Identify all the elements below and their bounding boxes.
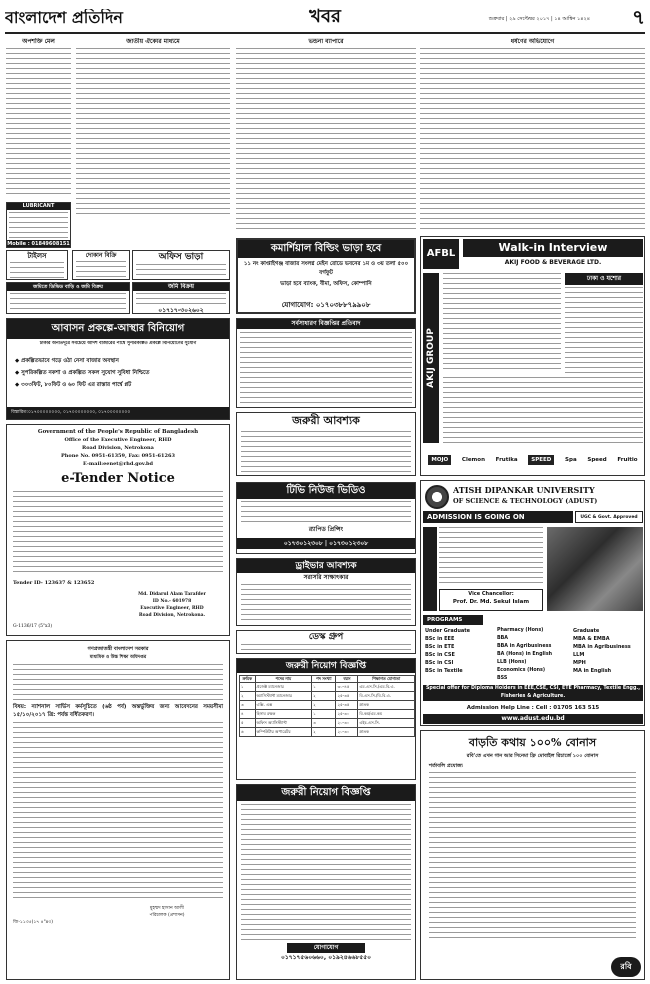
article-headline[interactable]: অপশক্তি মেল <box>22 38 55 45</box>
afbl-brands <box>423 447 643 473</box>
driver-subtitle: সরাসরি সাক্ষাৎকার <box>303 574 349 581</box>
public-notice[interactable] <box>236 318 416 408</box>
table-cell: ১ <box>312 710 336 719</box>
article-headline[interactable]: জাতীয় ঐক্যের মাধ্যমে <box>126 38 180 45</box>
driver-ad[interactable] <box>236 558 416 626</box>
adust-special-offer: Special offer for Diploma Holders in EEE,CSE, CSI, ETE Pharmacy, Textile Engg., Fisheries & Agriculture. <box>423 685 643 701</box>
paper-name[interactable]: বাংলাদেশ প্রতিদিন <box>5 9 123 27</box>
tv-news-title: টিভি নিউজ ভিডিও <box>237 483 415 499</box>
ad-land[interactable]: জমি বিক্রয় ০১৭১৭-৩০২৬০২ <box>132 282 230 314</box>
table-cell: এইচ.এস.সি. <box>358 719 415 728</box>
afbl-walk-in-ad[interactable] <box>420 236 645 476</box>
brand-logo: SPEED <box>528 455 554 466</box>
table-cell: কম্পিউটার অপারেটর <box>255 728 312 737</box>
article-body <box>6 48 71 198</box>
page-number: ৭ <box>631 6 645 28</box>
adust-name: ATISH DIPANKAR UNIVERSITY <box>453 485 595 495</box>
program-item: LLM <box>573 652 585 658</box>
column-1-article <box>6 38 71 200</box>
tender-body <box>13 491 223 575</box>
adust-undergrad: Under Graduate BSc in EEE BSc in ETE BSc in CSE BSc in CSI BSc in Textile <box>425 627 495 683</box>
table-cell: ২ <box>312 692 336 701</box>
housing-point: ◆ প্রকল্পিতভাবে গড়ে ওঠা নেসা বাজার অবস্থান <box>15 358 119 364</box>
table-cell: ৩ <box>240 701 256 710</box>
afbl-date-box: ঢাকা ও যশোর <box>565 273 643 285</box>
robi-title: বাড়তি কথায় ১০০% বোনাস <box>468 736 597 749</box>
job-table <box>239 675 415 737</box>
job-ad-2-contact: যোগাযোগ <box>287 943 365 953</box>
program-item: BSc in ETE <box>425 644 455 650</box>
afbl-group-label: AKIJ GROUP <box>423 273 439 443</box>
program-item: BSc in EEE <box>425 636 455 642</box>
table-cell: ৪ <box>240 710 256 719</box>
adust-vc: Vice Chancellor: Prof. Dr. Md. Sekul Islam <box>439 589 543 611</box>
table-header: বয়স <box>336 676 358 683</box>
table-header: পদ সংখ্যা <box>312 676 336 683</box>
desk-group-title: ডেস্ক গ্রুপ <box>308 632 344 642</box>
program-item: BSS <box>497 676 508 681</box>
jaruri-ad[interactable] <box>236 412 416 476</box>
masthead <box>5 6 645 32</box>
table-cell: স্নাতক <box>358 701 415 710</box>
program-item: BSc in Textile <box>425 668 463 674</box>
notice-subject: বিষয়: ন্যাশনাল সার্ভিস কর্মসূচিতে (৬ষ্ঠ পর্ব) অন্তর্ভুক্তির জন্য আবেদনের সময়সীমা ১৫/১০/২০১৭ খ্রি: পর্যন্ত বর্ধিতকরণ। <box>13 704 223 718</box>
table-cell: এম.এস.সি./এম.বি.এ. <box>358 683 415 692</box>
ad-lubricant-phone: Mobile : 01849608151 <box>7 241 70 247</box>
program-item: BBA in Agribusiness <box>497 644 552 649</box>
program-item: MA in English <box>573 668 612 674</box>
issue-date: শুক্রবার | ২৯ সেপ্টেম্বর ২০১৭ | ১৪ আশ্বিন ১৪২৪ <box>488 16 590 22</box>
jaruri-title: জরুরী আবশ্যক <box>292 414 360 427</box>
table-cell: ২০-৩০ <box>336 728 358 737</box>
robi-subtitle: রবি'তে এখন গান আর সিনেমা ফ্রি মোবাইল রিচার্জে ১০০ বোনাস <box>466 753 599 759</box>
table-row <box>240 692 415 701</box>
program-item: Pharmacy (Hons) <box>497 628 544 633</box>
table-cell: ২ <box>312 701 336 710</box>
adust-programs-heading: PROGRAMS <box>423 615 483 625</box>
ad-shop[interactable]: দোকান বিক্রি <box>72 250 130 280</box>
program-item: BA (Hons) in English <box>497 652 553 657</box>
program-item: LLB (Hons) <box>497 660 527 665</box>
driver-title: ড্রাইভার আবশ্যক <box>237 559 415 573</box>
program-item: MPH <box>573 660 586 666</box>
adust-admission: ADMISSION IS GOING ON <box>423 511 573 523</box>
tender-title: e-Tender Notice <box>61 471 175 486</box>
afbl-title: Walk-in Interview <box>463 239 643 257</box>
tender-signatory: Md. Didarul Alam Tarafder ID No.- 601978 Executive Engineer, RHD Road Division, Netrokona. <box>138 592 206 618</box>
article-body <box>420 48 645 230</box>
ad-tiles[interactable]: টাইলস <box>6 250 68 280</box>
notice-gov: গণপ্রজাতন্ত্রী বাংলাদেশ সরকার <box>87 646 149 652</box>
job-ad-2-title: জরুরী নিয়োগ বিজ্ঞপ্তি <box>237 785 415 801</box>
commercial-rent-body: ১১ নং কাপ্তাইগঞ্জ বাজার সংলগ্ন মেইন রোডে ভবনের ১ম ও ৩য় তলা ৫০০ বর্গফুট <box>243 261 409 276</box>
ad-office[interactable]: অফিস ভাড়া <box>132 250 230 280</box>
program-item: MBA in Agribusiness <box>573 644 631 650</box>
tender-email[interactable]: E-mail:eenet@rhd.gov.bd <box>82 461 154 467</box>
ad-lubricant-title: LUBRICANT <box>7 203 70 210</box>
table-cell: ১ <box>240 683 256 692</box>
table-header: পদের নাম <box>255 676 312 683</box>
afbl-logo: AFBL <box>423 239 459 269</box>
commercial-rent-phone: যোগাযোগ: ০১৭০৩৮৮৭৯৯০৮ <box>281 301 371 309</box>
ad-lubricant[interactable] <box>6 202 71 248</box>
table-row <box>240 719 415 728</box>
brand-logo: Spa <box>565 456 577 463</box>
desk-group-ad[interactable] <box>236 630 416 654</box>
table-cell: ২ <box>312 728 336 737</box>
e-tender-notice[interactable] <box>6 424 230 636</box>
table-cell: ৬ <box>240 728 256 737</box>
table-cell: ২০-৩০ <box>336 719 358 728</box>
brand-logo: Fruitio <box>617 456 638 463</box>
adust-undergrad-2 <box>497 627 571 683</box>
housing-point: ◆ ৩০৩ফিট, ৮০ফিট ও ৬০ ফিট এর রাস্তার পার্শ্বে প্লট <box>15 382 132 388</box>
program-item: BSc in CSE <box>425 652 455 658</box>
table-cell: ১ <box>312 683 336 692</box>
adust-phone[interactable]: Admission Help Line : Cell : 01705 163 515 <box>466 705 600 711</box>
tender-ref: G-1136/17 (5"x3) <box>13 624 53 629</box>
table-cell: বি.এস.সি./বি.বি.এ. <box>358 692 415 701</box>
notice-office: মাধ্যমিক ও উচ্চ শিক্ষা অধিদপ্তর <box>89 655 147 660</box>
commercial-rent-title: কমার্শিয়াল বিল্ডিং ভাড়া হবে <box>238 240 414 258</box>
housing-ad-contact: বিস্তারিত:০১৭০০০০০০০০, ০১৭০০০০০০০০, ০১৭০০০০০০০০ <box>7 407 229 419</box>
adust-name-2: OF SCIENCE & TECHNOLOGY (ADUST) <box>453 497 598 505</box>
program-item: MBA & EMBA <box>573 636 610 642</box>
program-item: Economics (Hons) <box>497 668 546 673</box>
public-notice-title: সর্বসাধারণ বিজ্ঞপ্তির প্রতিবাদ <box>237 319 415 329</box>
table-cell: ৩ <box>312 719 336 728</box>
brand-logo: Frutika <box>495 456 518 463</box>
job-ad-2-phone: ০১৭১৭৫৬০৬৬০, ০১৯২৪৬৬৮৫৫০ <box>280 954 372 961</box>
column-3-article <box>236 38 416 232</box>
masthead-rule <box>5 32 645 34</box>
robi-bonus-ad[interactable] <box>420 730 645 980</box>
tender-phone: Phone No. 0951-61359, Fax: 0951-61263 <box>61 453 175 459</box>
table-cell: ২৫-৩৫ <box>336 701 358 710</box>
table-row <box>240 728 415 737</box>
adust-photo <box>547 527 643 611</box>
tender-office: Office of the Executive Engineer, RHD <box>64 437 172 443</box>
table-cell: প্রজেক্ট ম্যানেজার <box>255 683 312 692</box>
column-4-article <box>420 38 645 232</box>
table-cell: স্নাতক <box>358 728 415 737</box>
tv-news-phone: ০১৭৩০১২৩০৮ | ০১৭৩০১২৩০৮ <box>237 538 415 549</box>
housing-point: ◆ সুপরিকল্পিত নকশা ও প্রকল্পিত সকল সুযোগ সুবিধা নিশ্চিতে <box>15 370 150 376</box>
adust-ad[interactable] <box>420 480 645 726</box>
national-service-notice[interactable] <box>6 640 230 980</box>
table-header-row <box>240 676 415 683</box>
table-cell: অফিস অ্যাসিস্ট্যান্ট <box>255 719 312 728</box>
table-cell: এক্সি. এক্স <box>255 701 312 710</box>
housing-ad-title: আবাসন প্রকল্পে-আস্থার বিনিয়োগ <box>7 319 229 339</box>
ad-flat[interactable]: জমিতে ডিভিড বাড়ি ও জমি বিক্রয় <box>6 282 130 314</box>
tender-id: Tender ID- 123637 & 123652 <box>13 580 95 586</box>
table-row <box>240 701 415 710</box>
table-row <box>240 710 415 719</box>
afbl-company: AKIJ FOOD & BEVERAGE LTD. <box>504 259 602 266</box>
tv-news-ad[interactable] <box>236 482 416 554</box>
job-ad[interactable] <box>236 658 416 780</box>
robi-logo: রবি <box>611 957 641 977</box>
notice-ref: জি-১১৩৫(১৭ ৪"x৩) <box>13 920 53 925</box>
housing-ad[interactable] <box>6 318 230 420</box>
table-cell: ২ <box>240 692 256 701</box>
table-header: শিক্ষাগত যোগ্যতা <box>358 676 415 683</box>
table-cell: ৫ <box>240 719 256 728</box>
program-item: BBA <box>497 636 509 641</box>
article-body <box>76 48 230 214</box>
tv-news-org: র‌্যাপিড প্রিন্সিং <box>308 526 344 533</box>
adust-badge: UGC & Govt. Approved <box>575 511 643 523</box>
adust-grad: Graduate MBA & EMBA MBA in Agribusiness LLM MPH MA in English <box>573 627 643 683</box>
robi-terms: শর্তাবলি প্রযোজ্য <box>429 763 463 769</box>
adust-logo-icon <box>425 485 449 509</box>
commercial-rent-body-2: ভাড়া হবে ব্যাংক, বীমা, অফিস, কোম্পানি <box>280 281 372 287</box>
table-cell: অ্যাসিস্ট্যান্ট ম্যানেজার <box>255 692 312 701</box>
commercial-rent-ad[interactable] <box>236 238 416 314</box>
table-cell: হিসাব রক্ষক <box>255 710 312 719</box>
tender-gov: Government of the People's Republic of Bangladesh <box>37 429 199 435</box>
table-cell: ৩০-৪৫ <box>336 683 358 692</box>
column-2-article <box>76 38 230 216</box>
table-header: ক্রমিক <box>240 676 256 683</box>
table-cell: ২৫-৩০ <box>336 710 358 719</box>
job-ad-2[interactable] <box>236 784 416 980</box>
table-row <box>240 683 415 692</box>
brand-logo: Speed <box>587 456 607 463</box>
housing-ad-subtitle: ঢাকার অনতিদূরে সবচেয়ে আদর্শ বাজারের পার্শ্বে সুপরিকল্পিত প্রকল্পে বিনিয়োগের সুযোগ <box>39 341 197 346</box>
notice-signatory: মুহম্মদ হাসান আলী পরিচালক (প্রশাসন) <box>149 906 185 918</box>
adust-facilities <box>423 527 437 611</box>
tender-division: Road Division, Netrokona <box>82 445 154 451</box>
brand-logo: MOJO <box>428 455 451 466</box>
table-cell: ২৫-৩৫ <box>336 692 358 701</box>
housing-ad-points <box>15 355 225 399</box>
article-body <box>236 48 416 230</box>
section-title: খবর <box>309 7 341 27</box>
program-item: BSc in CSI <box>425 660 454 666</box>
article-headline[interactable]: ভন্ডনা ব্যাপারে <box>308 38 344 45</box>
afbl-requirements <box>443 273 561 373</box>
table-cell: বি.কম/এম.কম <box>358 710 415 719</box>
adust-website[interactable]: www.adust.edu.bd <box>423 714 643 724</box>
brand-logo: Clemon <box>461 456 485 463</box>
article-headline[interactable]: ধর্ষণের অভিযোগে <box>510 38 555 45</box>
job-ad-title: জরুরী নিয়োগ বিজ্ঞপ্তি <box>237 659 415 673</box>
